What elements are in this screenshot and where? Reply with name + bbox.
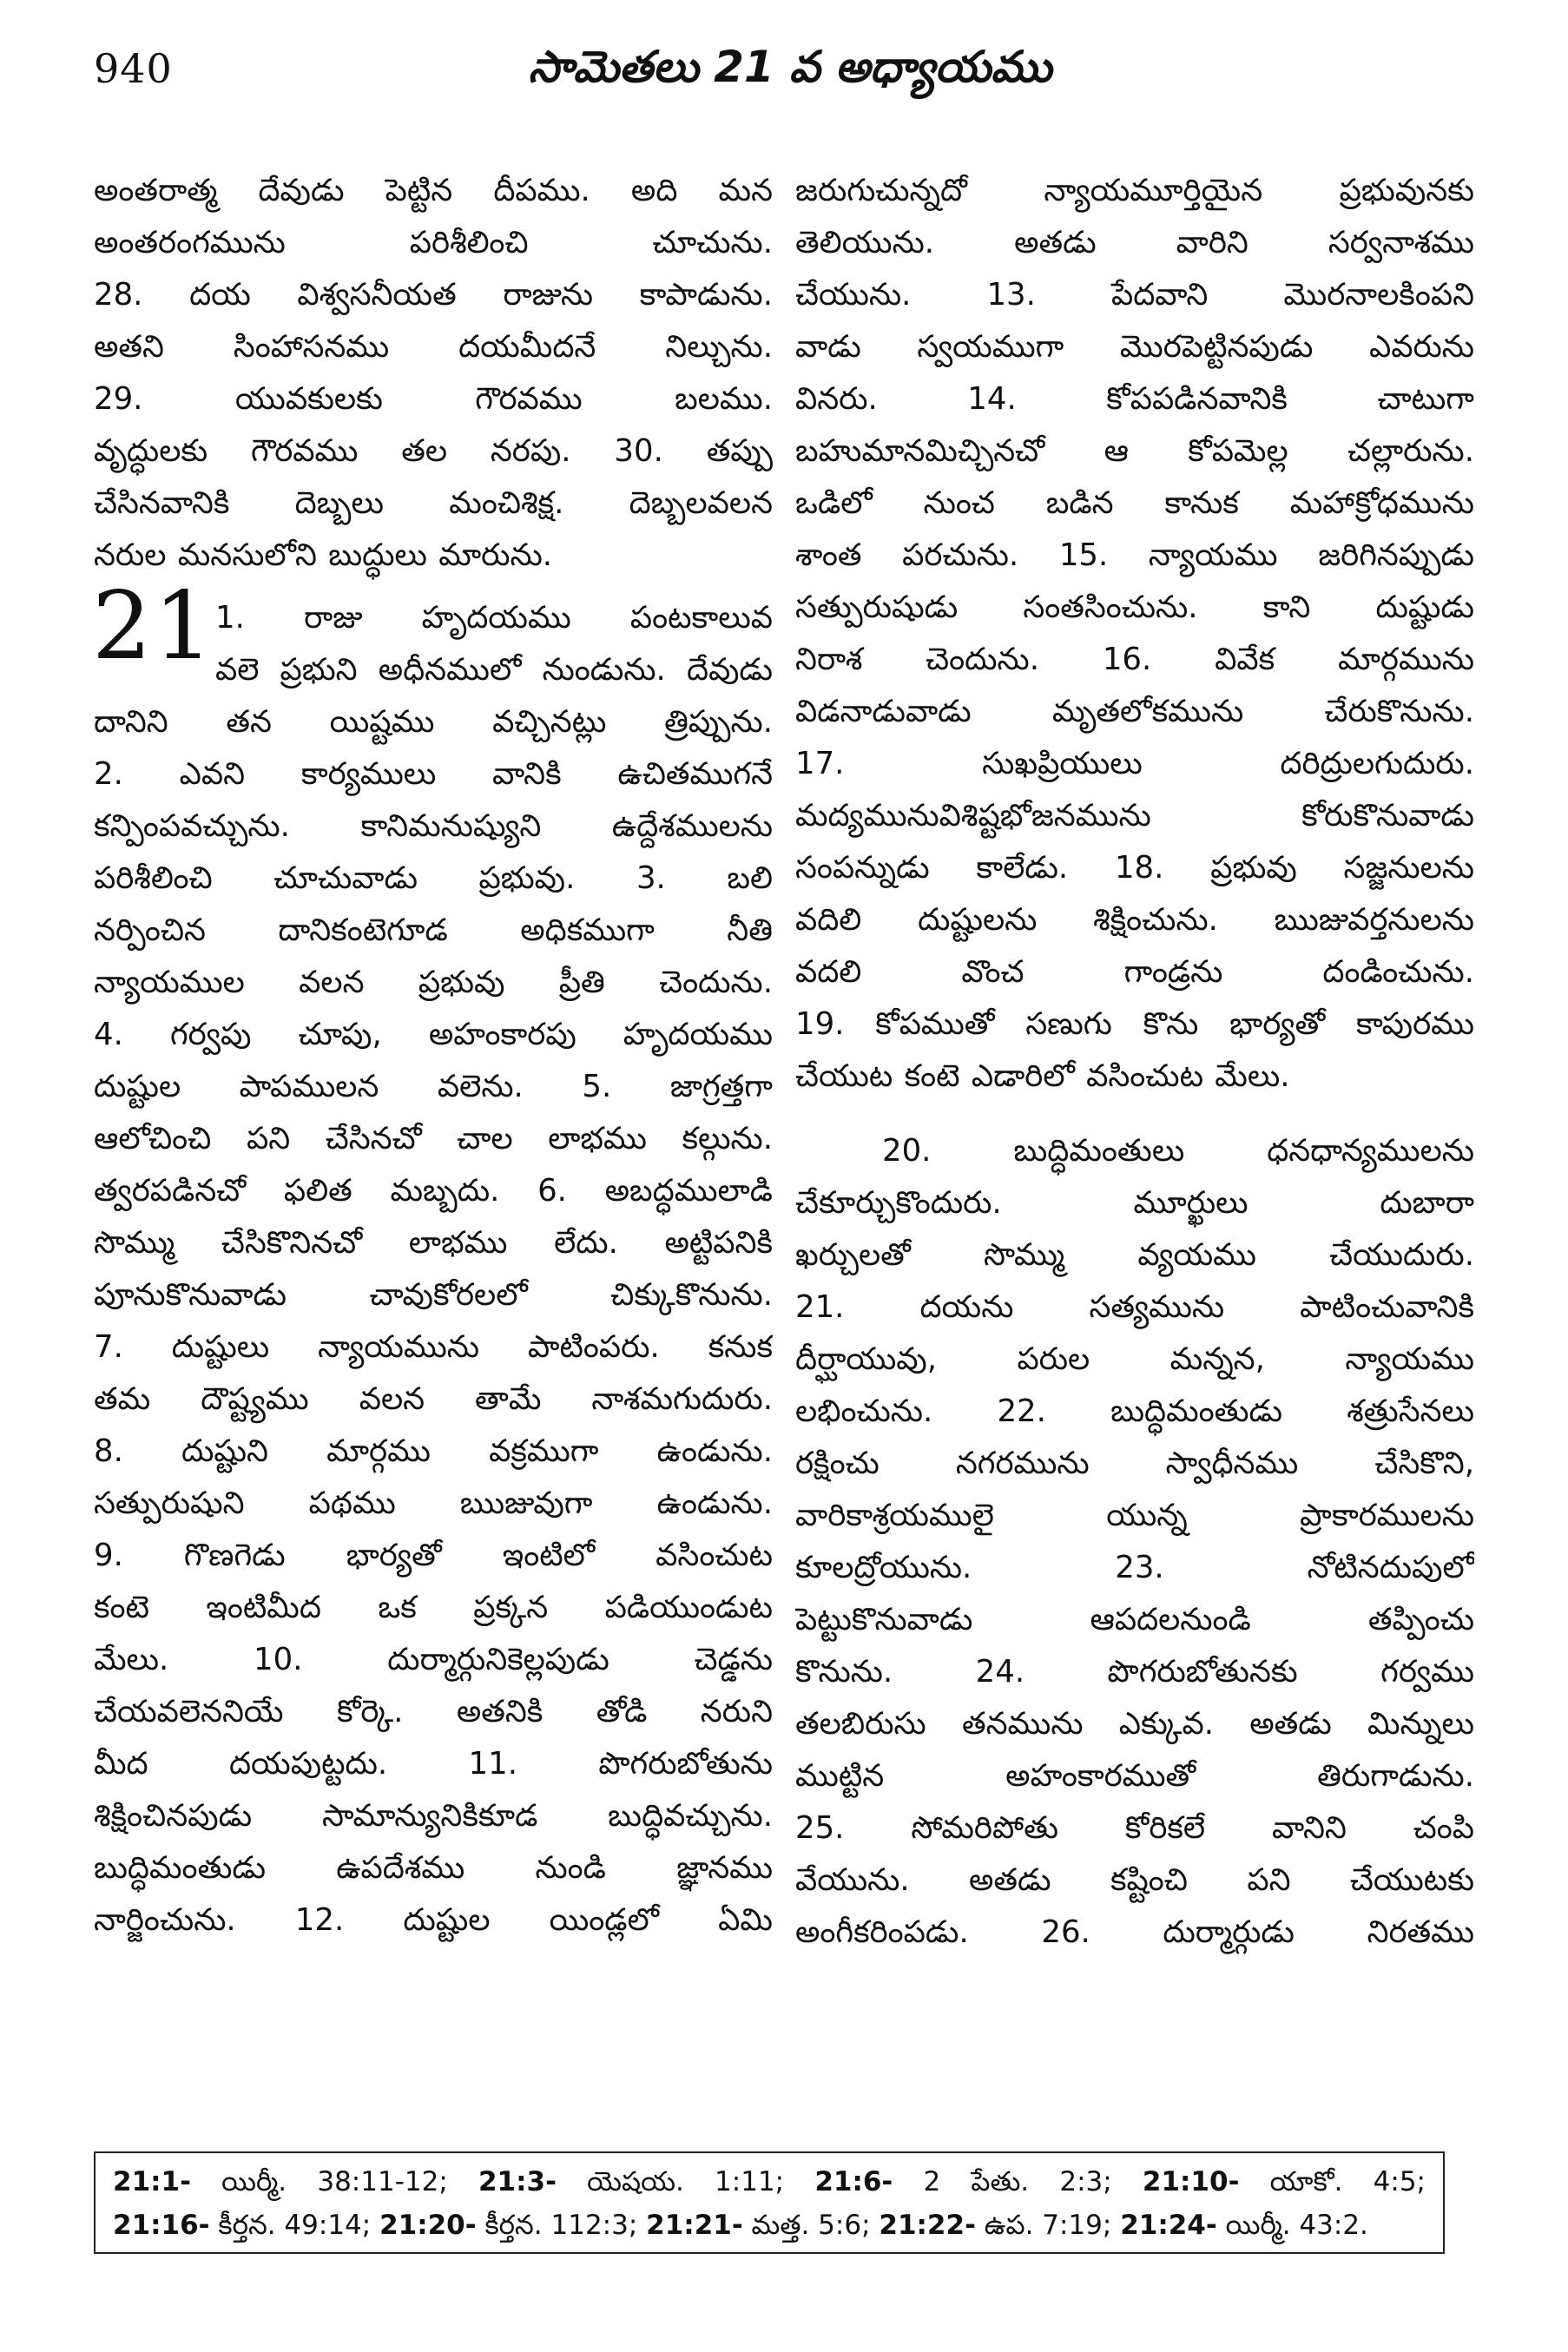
text-line: 20. బుద్ధిమంతులు ధనధాన్యములను — [882, 1133, 1474, 1169]
cross-reference-item — [113, 2166, 448, 2197]
text-line: వృద్ధులకు గౌరవము తల నరపు. 30. తప్పు — [94, 433, 773, 469]
text-line: కన్పింపవచ్చును. కానిమనుష్యుని ఉద్దేశములను — [94, 808, 773, 844]
text-line: బుద్ధిమంతుడు ఉపదేశము నుండి జ్ఞానము — [94, 1850, 773, 1886]
text-line: సొమ్ము చేసికొనినచో లాభము లేదు. అట్టిపనికి — [94, 1225, 773, 1261]
text-line: బహుమానమిచ్చినచో ఆ కోపమెల్ల చల్లారును. — [795, 433, 1474, 469]
text-line: చేకూర్చుకొందురు. మూర్ఖులు దుబారా — [795, 1185, 1474, 1221]
cross-reference-citation: యిర్మీ. 43:2. — [1216, 2210, 1368, 2241]
text-line: 7. దుష్టులు న్యాయమును పాటింపరు. కనుక — [94, 1329, 773, 1365]
text-line: తెలియును. అతడు వారిని సర్వనాశము — [795, 225, 1474, 260]
cross-reference-verse: 21:24- — [1120, 2210, 1217, 2241]
cross-reference-citation: కీర్తన. 112:3; — [476, 2210, 638, 2241]
cross-reference-verse: 21:1- — [113, 2166, 191, 2197]
text-line: ఒడిలో నుంచ బడిన కానుక మహాక్రోధమును — [795, 485, 1474, 521]
text-line: నరుల మనసులోని బుద్ధులు మారును. — [94, 537, 553, 573]
text-line: వారికాశ్రయములై యున్న ప్రాకారములను — [795, 1498, 1474, 1533]
text-line: అంగీకరింపడు. 26. దుర్మార్గుడు నిరతము — [795, 1914, 1474, 1950]
text-line: వలె ప్రభుని అధీనములో నుండును. దేవుడు — [215, 652, 773, 688]
cross-reference-citation: యాకో. 4:5; — [1239, 2166, 1426, 2197]
text-line: కంటె ఇంటిమీద ఒక ప్రక్కన పడియుండుట — [94, 1590, 773, 1625]
text-line: శాంత పరచును. 15. న్యాయము జరిగినప్పుడు — [795, 537, 1474, 573]
text-line: సత్పురుషుని పథము ఋజువుగా ఉండును. — [94, 1486, 773, 1521]
text-line: ఖర్చులతో సొమ్ము వ్యయము చేయుదురు. — [795, 1237, 1474, 1273]
cross-reference-item — [814, 2166, 1111, 2197]
text-line: వినరు. 14. కోపపడినవానికి చాటుగా — [795, 381, 1474, 417]
text-line: విడనాడువాడు మృతలోకమును చేరుకొనును. — [795, 694, 1474, 729]
text-line: 9. గొణగెడు భార్యతో ఇంటిలో వసించుట — [94, 1538, 773, 1573]
text-line: 28. దయ విశ్వసనీయత రాజును కాపాడును. — [94, 277, 773, 313]
cross-reference-item — [646, 2210, 870, 2241]
cross-reference-item — [1120, 2210, 1368, 2241]
chapter-number: 21 — [92, 572, 215, 681]
cross-reference-box — [94, 2151, 1445, 2254]
text-line: వేయును. అతడు కష్టించి పని చేయుటకు — [795, 1862, 1474, 1898]
text-line: మీద దయపుట్టదు. 11. పొగరుబోతును — [94, 1746, 773, 1782]
text-line: వదిలి దుష్టులను శిక్షించును. ఋజువర్తనులను — [795, 902, 1474, 938]
cross-reference-verse: 21:16- — [113, 2210, 210, 2241]
text-line: తమ దౌష్ట్యము వలన తామే నాశమగుదురు. — [94, 1381, 773, 1417]
text-line: 29. యువకులకు గౌరవము బలము. — [94, 381, 773, 417]
text-line: సత్పురుషుడు సంతసించును. కాని దుష్టుడు — [795, 590, 1474, 625]
text-line: నార్జించును. 12. దుష్టుల యిండ్లలో ఏమి — [94, 1902, 773, 1938]
text-line: వదలి వొంచ గాండ్రను దండించును. — [795, 954, 1474, 990]
text-line: 1. రాజు హృదయము పంటకాలువ — [215, 600, 773, 636]
cross-reference-verse: 21:3- — [478, 2166, 557, 2197]
text-line: 17. సుఖప్రియులు దరిద్రులగుదురు. — [795, 746, 1474, 781]
cross-reference-line — [113, 2160, 1426, 2204]
cross-reference-citation: యిర్మీ. 38:11-12; — [190, 2166, 448, 2197]
text-line: పరిశీలించి చూచువాడు ప్రభువు. 3. బలి — [94, 860, 773, 896]
cross-reference-citation: ఉప. 7:19; — [975, 2210, 1112, 2241]
text-line: నర్పించిన దానికంటెగూడ అధికముగా నీతి — [94, 912, 773, 948]
text-line: 2. ఎవని కార్యములు వానికి ఉచితముగనే — [94, 756, 773, 792]
text-line: మేలు. 10. దుర్మార్గునికెల్లపుడు చెడ్డను — [94, 1642, 773, 1677]
text-line: దానిని తన యిష్టము వచ్చినట్లు త్రిప్పును. — [94, 704, 773, 740]
cross-reference-item — [379, 2210, 637, 2241]
text-line: 4. గర్వపు చూపు, అహంకారపు హృదయము — [94, 1017, 773, 1052]
cross-reference-citation: యెషయ. 1:11; — [556, 2166, 785, 2197]
text-line: చేయును. 13. పేదవాని మొరనాలకింపని — [795, 277, 1474, 313]
chapter-body — [94, 696, 773, 1947]
cross-reference-line — [113, 2204, 1426, 2247]
text-line: అంతరంగమును పరిశీలించి చూచును. — [94, 225, 773, 260]
text-line: వాడు స్వయముగా మొరపెట్టినపుడు ఎవరును — [795, 329, 1474, 365]
text-line: పెట్టుకొనువాడు ఆపదలనుండి తప్పించు — [795, 1602, 1474, 1637]
text-line: చేయుట కంటె ఎడారిలో వసించుట మేలు. — [795, 1058, 1290, 1094]
cross-reference-verse: 21:10- — [1142, 2166, 1240, 2197]
text-line: కొనును. 24. పొగరుబోతునకు గర్వము — [795, 1654, 1474, 1690]
page-number: 940 — [94, 45, 173, 92]
text-line: 25. సోమరిపోతు కోరికలే వానిని చంపి — [795, 1810, 1474, 1846]
text-line: త్వరపడినచో ఫలిత మబ్బదు. 6. అబద్ధములాడి — [94, 1173, 773, 1209]
running-title: సామెతలు 21 వ అధ్యాయము — [528, 42, 1052, 92]
text-line: 21. దయను సత్యమును పాటించువానికి — [795, 1289, 1474, 1325]
cross-reference-item — [113, 2210, 371, 2241]
text-line: లభించును. 22. బుద్ధిమంతుడు శత్రుసేనలు — [795, 1393, 1474, 1429]
cross-reference-citation: 2 పేతు. 2:3; — [893, 2166, 1112, 2197]
cross-reference-verse: 21:21- — [646, 2210, 743, 2241]
text-line: పూనుకొనువాడు చావుకోరలలో చిక్కుకొనును. — [94, 1277, 773, 1313]
text-line: చేసినవానికి దెబ్బలు మంచిశిక్ష. దెబ్బలవలన — [94, 485, 773, 521]
paragraph-verses-20-26 — [795, 1125, 1474, 1959]
text-line: చేయవలెననియే కోర్కె. అతనికి తోడి నరుని — [94, 1694, 773, 1729]
paragraph-gap — [795, 1103, 1474, 1125]
text-line: మద్యమునువిశిష్టభోజనమును కోరుకొనువాడు — [795, 798, 1474, 833]
cross-reference-verse: 21:22- — [879, 2210, 976, 2241]
text-line: అతని సింహాసనము దయమీదనే నిల్చును. — [94, 329, 773, 365]
text-line: 8. దుష్టుని మార్గము వక్రముగా ఉండును. — [94, 1433, 773, 1469]
text-line: దీర్ఘాయువు, పరుల మన్నన, న్యాయము — [795, 1341, 1474, 1377]
text-line: రక్షించు నగరమును స్వాధీనము చేసికొని, — [795, 1446, 1474, 1481]
right-column — [795, 165, 1474, 1959]
cross-reference-citation: మత్త. 5:6; — [742, 2210, 871, 2241]
text-line: ముట్టిన అహంకారముతో తిరుగాడును. — [795, 1758, 1474, 1794]
text-line: దుష్టుల పాపములన వలెను. 5. జాగ్రత్తగా — [94, 1069, 773, 1104]
paragraph-verses-12-19 — [795, 165, 1474, 1103]
left-column — [94, 165, 773, 1947]
cross-reference-verse: 21:6- — [814, 2166, 893, 2197]
cross-reference-item — [879, 2210, 1111, 2241]
chapter-start — [92, 572, 773, 696]
cross-reference-item — [478, 2166, 784, 2197]
cross-reference-item — [1143, 2166, 1426, 2197]
text-line: జరుగుచున్నదో న్యాయమూర్తియైన ప్రభువునకు — [795, 173, 1474, 208]
text-line: సంపన్నుడు కాలేడు. 18. ప్రభువు సజ్జనులను — [795, 850, 1474, 886]
text-line: 19. కోపముతో సణుగు కొను భార్యతో కాపురము — [795, 1006, 1474, 1042]
cross-reference-citation: కీర్తన. 49:14; — [209, 2210, 372, 2241]
text-line: తలబిరుసు తనమును ఎక్కువ. అతడు మిన్నులు — [795, 1706, 1474, 1742]
text-line: అంతరాత్మ దేవుడు పెట్టిన దీపము. అది మన — [94, 173, 773, 208]
cross-reference-verse: 21:20- — [379, 2210, 477, 2241]
verse-block-continuation — [94, 165, 773, 582]
text-line: శిక్షించినపుడు సామాన్యునికికూడ బుద్ధివచ్చును. — [94, 1798, 773, 1834]
text-line: కూలద్రోయును. 23. నోటినదుపులో — [795, 1550, 1474, 1585]
text-line: ఆలోచించి పని చేసినచో చాల లాభము కల్గును. — [94, 1121, 773, 1156]
text-line: నిరాశ చెందును. 16. వివేక మార్గమును — [795, 642, 1474, 677]
text-line: న్యాయముల వలన ప్రభువు ప్రీతి చెందును. — [94, 965, 773, 1000]
